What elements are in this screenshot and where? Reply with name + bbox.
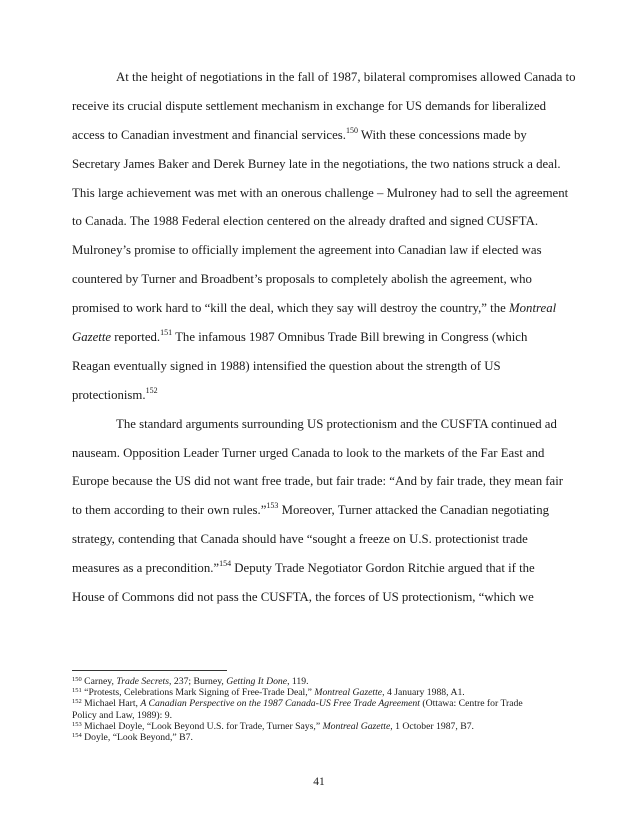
paragraph-1-line-10: Gazette reported.$^{151}$ The infamous 1987 Omnibus Trade Bill brewing in Congress (which xyxy=(72,328,528,345)
paragraph-1-line-1: At the height of negotiations in the fall of 1987, bilateral compromises allowed Canada to xyxy=(116,70,576,84)
footnote-separator xyxy=(72,670,227,671)
footnote-ref-154: 154 xyxy=(219,559,232,569)
paragraph-1-line-9: promised to work hard to “kill the deal, which they say will destroy the country,” the Montreal xyxy=(72,301,557,316)
paragraph-1-line-12: protectionism.$^{152}$ xyxy=(72,385,158,402)
footnote-151: $^{151}$ “Protests, Celebrations Mark Signing of Free-Trade Deal,” Montreal Gazette, 4 January 1988, A1. xyxy=(72,687,465,699)
page-number: 41 xyxy=(313,776,325,788)
paragraph-1-line-2: receive its crucial dispute settlement mechanism in exchange for US demands for liberalized xyxy=(72,98,547,113)
paragraph-1-line-7: Mulroney’s promise to officially implement the agreement into Canadian law if elected was xyxy=(72,243,542,258)
footnote-152-continuation: Policy and Law, 1989): 9. xyxy=(72,709,172,721)
footnote-ref-153: 153 xyxy=(266,501,279,511)
footnotes xyxy=(72,676,572,743)
paragraph-2-line-2: nauseam. Opposition Leader Turner urged Canada to look to the markets of the Far East and xyxy=(72,445,545,460)
paragraph-2-line-4: to them according to their own rules.”$^{153}$ Moreover, Turner attacked the Canadian negotiating xyxy=(72,501,550,518)
paragraph-1-line-3: access to Canadian investment and financial services.$^{150}$ With these concessions made by xyxy=(72,125,527,142)
paragraph-1-line-5: This large achievement was met with an onerous challenge – Mulroney had to sell the agreement xyxy=(72,185,569,200)
footnote-ref-150: 150 xyxy=(345,125,358,135)
paragraph-1-line-11: Reagan eventually signed in 1988) intensified the question about the strength of US xyxy=(72,358,501,373)
paragraph-1-line-4: Secretary James Baker and Derek Burney late in the negotiations, the two nations struck a deal. xyxy=(72,156,561,171)
body-text xyxy=(72,63,576,612)
paragraph-1-line-6: to Canada. The 1988 Federal election centered on the already drafted and signed CUSFTA. xyxy=(72,214,539,229)
footnote-153: $^{153}$ Michael Doyle, “Look Beyond U.S. for Trade, Turner Says,” Montreal Gazette, 1 October 1987, B7. xyxy=(72,720,474,732)
footnote-ref-152: 152 xyxy=(145,385,158,395)
paragraph-2-line-6: measures as a precondition.”$^{154}$ Deputy Trade Negotiator Gordon Ritchie argued that if the xyxy=(72,559,535,576)
footnote-150: $^{150}$ Carney, Trade Secrets, 237; Burney, Getting It Done, 119. xyxy=(72,676,309,687)
paragraph-1-line-8: countered by Turner and Broadbent’s proposals to completely abolish the agreement, who xyxy=(72,272,532,287)
paragraph-2-line-1: The standard arguments surrounding US protectionism and the CUSFTA continued ad xyxy=(116,416,557,431)
footnote-154: $^{154}$ Doyle, “Look Beyond,” B7. xyxy=(72,732,193,744)
paragraph-2-line-7: House of Commons did not pass the CUSFTA, the forces of US protectionism, “which we xyxy=(72,590,534,605)
footnote-ref-151: 151 xyxy=(160,328,173,338)
footnote-152: $^{152}$ Michael Hart, A Canadian Perspective on the 1987 Canada-US Free Trade Agreement (Ottawa: Centre for Trade xyxy=(72,698,523,710)
paragraph-2-line-5: strategy, contending that Canada should have “sought a freeze on U.S. protectionist trade xyxy=(72,532,528,547)
paragraph-2-line-3: Europe because the US did not want free trade, but fair trade: “And by fair trade, they mean fair xyxy=(72,474,564,489)
